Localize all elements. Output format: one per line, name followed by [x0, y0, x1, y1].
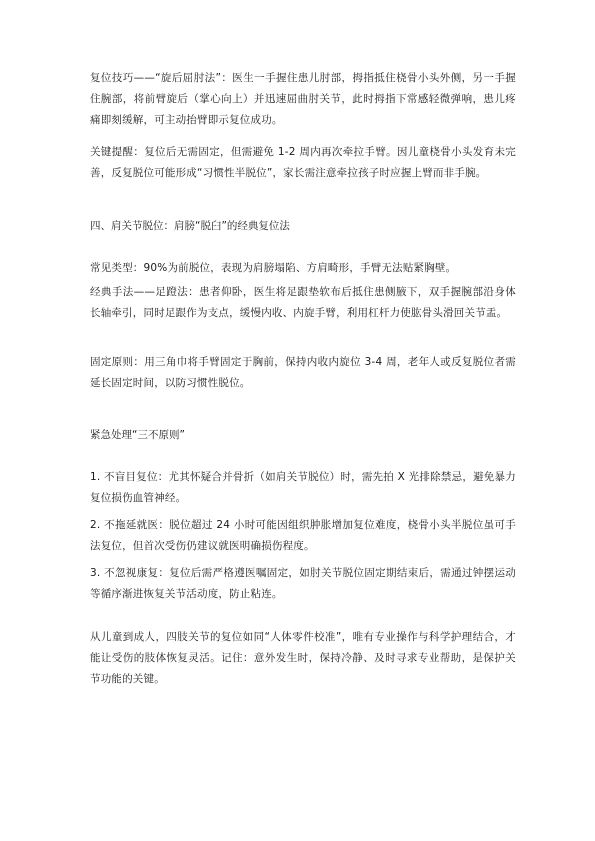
paragraph-elbow-reminder: 关键提醒：复位后无需固定，但需避免 1-2 周内再次牵拉手臂。因儿童桡骨小头发育未完善，反复脱位可能形成“习惯性半脱位”，家长需注意牵拉孩子时应握上臂而非手腕。 [90, 146, 516, 179]
paragraph-shoulder-technique: 经典手法——足蹬法：患者仰卧，医生将足跟垫软布后抵住患侧腋下，双手握腕部沿身体长轴牵引，同时足跟作为支点，缓慢内收、内旋手臂，利用杠杆力使肱骨头滑回关节盂。 [90, 286, 516, 319]
paragraph-conclusion: 从儿童到成人，四肢关节的复位如同“人体零件校准”，唯有专业操作与科学护理结合，才能让受伤的肢体恢复灵活。记住：意外发生时，保持冷静、及时寻求专业帮助，是保护关节功能的关键。 [90, 631, 516, 685]
paragraph-shoulder-types: 常见类型：90%为前脱位，表现为肩膀塌陷、方肩畸形，手臂无法贴紧胸壁。 [90, 262, 457, 274]
paragraph-elbow-technique: 复位技巧——“旋后屈肘法”：医生一手握住患儿肘部，拇指抵住桡骨小头外侧，另一手握住腕部，将前臂旋后（掌心向上）并迅速屈曲肘关节，此时拇指下常感轻微弹响，患儿疼痛即刻缓解，可主动抬臂即示复位成功。 [90, 72, 516, 126]
section-heading-emergency: 紧急处理“三不原则” [90, 429, 185, 441]
list-item-rule-3: 3. 不忽视康复：复位后需严格遵医嘱固定，如肘关节脱位固定期结束后，需通过钟摆运动等循序渐进恢复关节活动度，防止粘连。 [90, 567, 516, 600]
paragraph-shoulder-fixation: 固定原则：用三角巾将手臂固定于胸前，保持内收内旋位 3-4 周，老年人或反复脱位者需延长固定时间，以防习惯性脱位。 [90, 356, 516, 389]
list-item-rule-1: 1. 不盲目复位：尤其怀疑合并骨折（如肩关节脱位）时，需先拍 X 光排除禁忌，避免暴力复位损伤血管神经。 [90, 471, 516, 504]
list-item-rule-2: 2. 不拖延就医：脱位超过 24 小时可能因组织肿胀增加复位难度，桡骨小头半脱位虽可手法复位，但首次受伤仍建议就医明确损伤程度。 [90, 519, 516, 552]
section-heading-shoulder: 四、肩关节脱位：肩膀“脱臼”的经典复位法 [90, 220, 290, 232]
